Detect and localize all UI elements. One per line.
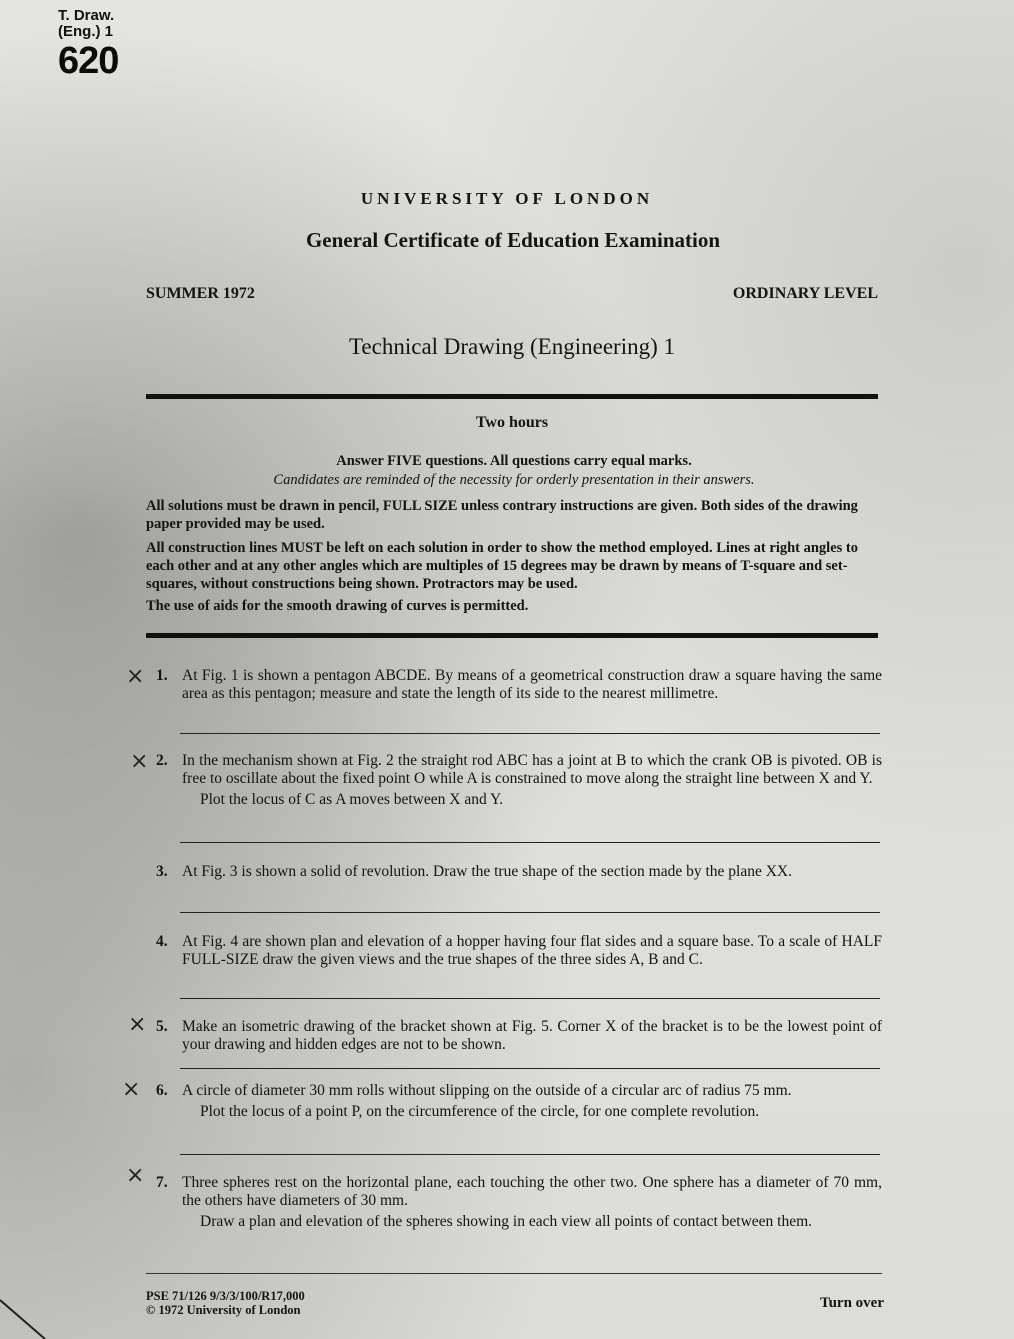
question-number: 1. — [156, 667, 168, 684]
question-number: 5. — [156, 1018, 168, 1035]
instruction-pencil: All solutions must be drawn in pencil, FULL SIZE unless contrary instructions are given. Both sides of the drawing paper provided may be used. — [146, 498, 858, 532]
show-through-line — [140, 86, 900, 104]
handwritten-cross-mark: × — [126, 1163, 145, 1188]
handwritten-cross-mark: × — [122, 1077, 141, 1102]
question-text: Three spheres rest on the horizontal plane, each touching the other two. One sphere has a diameter of 70 mm, the others have diameters of 30 mm. — [182, 1174, 882, 1209]
question-text: A circle of diameter 30 mm rolls without slipping on the outside of a circular arc of radius 75 mm. — [182, 1082, 792, 1099]
question-4 — [156, 933, 882, 969]
subject-title: Technical Drawing (Engineering) 1 — [348, 334, 675, 359]
copyright-notice: © 1972 University of London — [146, 1303, 301, 1317]
handwritten-cross-mark: × — [128, 1012, 147, 1037]
university-name: UNIVERSITY OF LONDON — [360, 189, 654, 208]
paper-number: 620 — [58, 40, 119, 82]
question-number: 2. — [156, 752, 168, 769]
show-through-text — [140, 86, 900, 104]
question-divider — [180, 1154, 880, 1155]
exam-duration: Two hours — [475, 414, 549, 431]
instruction-aids: The use of aids for the smooth drawing of curves is permitted. — [146, 598, 529, 614]
footer-rule — [146, 1273, 882, 1274]
top-rule — [146, 394, 878, 399]
question-3 — [156, 863, 882, 881]
question-text: At Fig. 3 is shown a solid of revolution. Draw the true shape of the section made by the plane XX. — [182, 863, 792, 880]
question-text: At Fig. 1 is shown a pentagon ABCDE. By means of a geometrical construction draw a square having the same area as this pentagon; measure and state the length of its side to the nearest millimetre. — [182, 667, 882, 702]
question-divider — [180, 842, 880, 843]
instruction-orderly: Candidates are reminded of the necessity for orderly presentation in their answers. — [273, 472, 755, 488]
question-text: Make an isometric drawing of the bracket shown at Fig. 5. Corner X of the bracket is to be the lowest point of your drawing and hidden edges are not to be shown. — [182, 1018, 882, 1053]
paper-code — [58, 8, 118, 80]
question-subtext: Plot the locus of C as A moves between X and Y. — [200, 791, 504, 808]
instruction-construction: All construction lines MUST be left on each solution in order to show the method employed. Lines at right angles to each other and at any other angles which are multiples of 15 degrees may be drawn by means of T-square and set-squares, without constructions being shown. Protractors may be used. — [146, 540, 858, 592]
handwritten-cross-mark: × — [130, 749, 149, 774]
question-number: 7. — [156, 1174, 168, 1191]
question-number: 3. — [156, 863, 168, 880]
question-subtext: Plot the locus of a point P, on the circumference of the circle, for one complete revolution. — [200, 1103, 760, 1120]
question-number: 4. — [156, 933, 168, 950]
exam-title: General Certificate of Education Examination — [305, 228, 721, 252]
question-6 — [156, 1082, 882, 1121]
question-divider — [180, 733, 880, 734]
page-corner-fold-icon — [0, 1290, 60, 1339]
question-subtext: Draw a plan and elevation of the spheres showing in each view all points of contact between them. — [200, 1213, 813, 1230]
question-divider — [180, 912, 880, 913]
question-text: At Fig. 4 are shown plan and elevation of a hopper having four flat sides and a square base. To a scale of HALF FULL-SIZE draw the given views and the true shapes of the three sides A, B and C. — [182, 933, 882, 968]
turn-over-label: Turn over — [819, 1295, 884, 1311]
question-number: 6. — [156, 1082, 168, 1099]
paper-code-line1: T. Draw. — [58, 7, 115, 24]
paper-code-line2: (Eng.) 1 — [58, 23, 113, 40]
handwritten-cross-mark: × — [126, 664, 145, 689]
question-divider — [180, 1068, 880, 1069]
question-5 — [156, 1018, 882, 1054]
question-7 — [156, 1174, 882, 1231]
instruction-answer: Answer FIVE questions. All questions carry equal marks. — [336, 453, 692, 469]
exam-level: ORDINARY LEVEL — [732, 285, 878, 302]
print-reference: PSE 71/126 9/3/3/100/R17,000 — [146, 1289, 305, 1303]
footer-reference — [146, 1289, 305, 1317]
question-text: In the mechanism shown at Fig. 2 the straight rod ABC has a joint at B to which the crank OB is pivoted. OB is free to oscillate about the fixed point O while A is constrained to move along the straight line between X and Y. — [182, 752, 882, 787]
question-1 — [156, 667, 882, 703]
question-divider — [180, 998, 880, 999]
exam-session: SUMMER 1972 — [146, 285, 255, 302]
instructions-bottom-rule — [146, 633, 878, 638]
question-2 — [156, 752, 882, 809]
